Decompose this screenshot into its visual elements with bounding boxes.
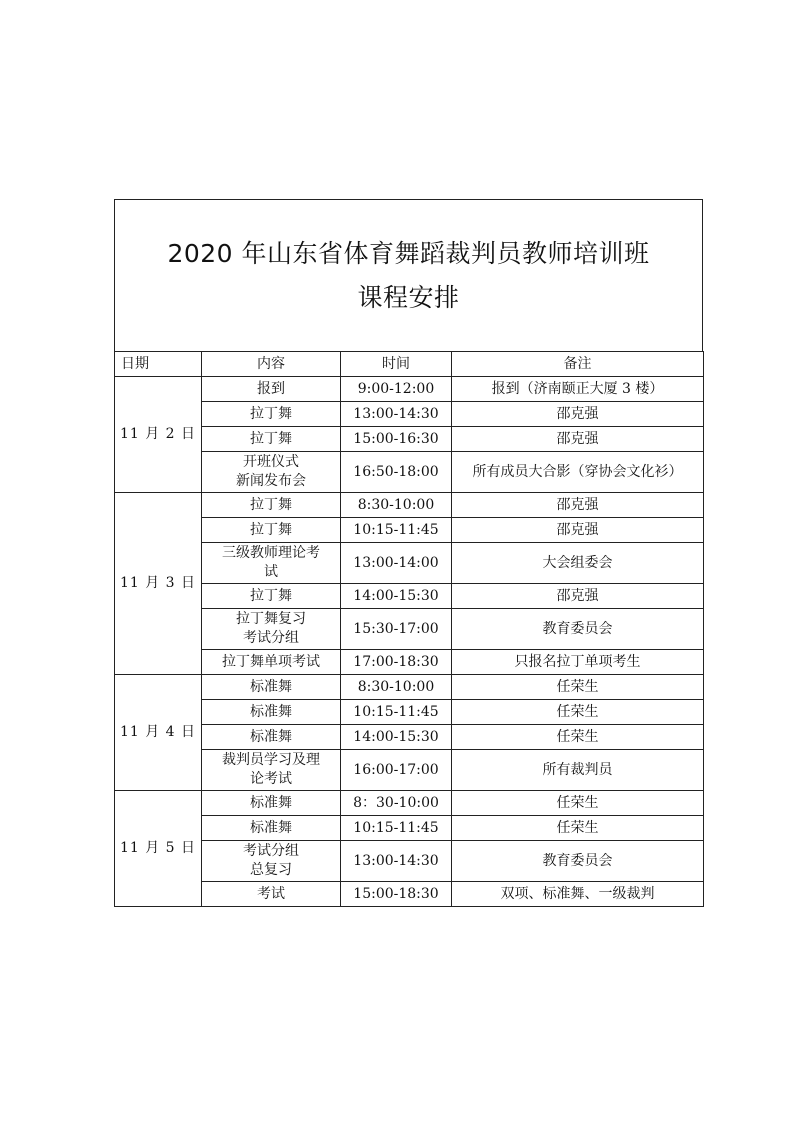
- table-row: [115, 493, 704, 518]
- note-cell: 报到（济南颐正大厦 3 楼）: [452, 377, 704, 402]
- note-cell: 任荣生: [452, 725, 704, 750]
- content-cell: [202, 518, 341, 543]
- header-time: 时间: [341, 352, 452, 377]
- time-cell: 16:50-18:00: [341, 452, 452, 493]
- time-cell: 14:00-15:30: [341, 584, 452, 609]
- content-line: 新闻发布会: [236, 473, 306, 489]
- content-cell: [202, 543, 341, 584]
- schedule-table: [114, 351, 704, 907]
- content-cell: [202, 493, 341, 518]
- table-row: [115, 543, 704, 584]
- time-cell: 8：30-10:00: [341, 791, 452, 816]
- note-cell: 教育委员会: [452, 609, 704, 650]
- table-row: [115, 816, 704, 841]
- content-line: 考试: [257, 885, 285, 902]
- table-row: [115, 675, 704, 700]
- content-cell: [202, 816, 341, 841]
- note-cell: 邵克强: [452, 427, 704, 452]
- table-row: [115, 791, 704, 816]
- content-cell: [202, 650, 341, 675]
- content-line: 标准舞: [250, 703, 292, 720]
- content-line: 论考试: [250, 771, 292, 787]
- content-line: 试: [264, 564, 278, 580]
- content-cell: [202, 377, 341, 402]
- content-line: 拉丁舞: [250, 587, 292, 604]
- time-cell: 8:30-10:00: [341, 493, 452, 518]
- content-cell: [202, 841, 341, 882]
- date-cell: 11 月 3 日: [115, 493, 202, 675]
- time-cell: 10:15-11:45: [341, 700, 452, 725]
- content-cell: [202, 584, 341, 609]
- table-row: [115, 452, 704, 493]
- note-cell: 任荣生: [452, 675, 704, 700]
- content-cell: [202, 452, 341, 493]
- table-row: [115, 427, 704, 452]
- table-row: [115, 650, 704, 675]
- note-cell: 大会组委会: [452, 543, 704, 584]
- content-cell: [202, 700, 341, 725]
- content-line: 拉丁舞单项考试: [222, 653, 320, 670]
- header-row: [115, 352, 704, 377]
- document-subtitle: 课程安排: [357, 282, 460, 312]
- content-line: 总复习: [250, 862, 292, 878]
- time-cell: 9:00-12:00: [341, 377, 452, 402]
- content-line: 标准舞: [250, 794, 292, 811]
- note-cell: 教育委员会: [452, 841, 704, 882]
- table-row: [115, 882, 704, 907]
- schedule-body: [115, 377, 704, 907]
- note-cell: 任荣生: [452, 816, 704, 841]
- content-cell: [202, 725, 341, 750]
- time-cell: 15:30-17:00: [341, 609, 452, 650]
- note-cell: 邵克强: [452, 493, 704, 518]
- table-row: [115, 584, 704, 609]
- table-row: [115, 377, 704, 402]
- header-content: 内容: [202, 352, 341, 377]
- time-cell: 13:00-14:30: [341, 841, 452, 882]
- content-line: 拉丁舞: [250, 405, 292, 422]
- note-cell: 邵克强: [452, 584, 704, 609]
- content-line: 标准舞: [250, 819, 292, 836]
- content-cell: [202, 750, 341, 791]
- content-line: 开班仪式: [243, 454, 299, 470]
- content-line: 拉丁舞: [250, 430, 292, 447]
- content-line: 拉丁舞: [250, 496, 292, 513]
- time-cell: 14:00-15:30: [341, 725, 452, 750]
- schedule-document: [114, 199, 703, 907]
- note-cell: 任荣生: [452, 700, 704, 725]
- content-cell: [202, 609, 341, 650]
- table-row: [115, 402, 704, 427]
- time-cell: 10:15-11:45: [341, 518, 452, 543]
- table-row: [115, 609, 704, 650]
- time-cell: 8:30-10:00: [341, 675, 452, 700]
- content-line: 裁判员学习及理: [222, 752, 320, 768]
- content-cell: [202, 427, 341, 452]
- time-cell: 13:00-14:00: [341, 543, 452, 584]
- title-box: [114, 199, 703, 351]
- content-line: 标准舞: [250, 728, 292, 745]
- table-row: [115, 750, 704, 791]
- document-title: 2020 年山东省体育舞蹈裁判员教师培训班: [167, 238, 650, 268]
- table-row: [115, 518, 704, 543]
- note-cell: 任荣生: [452, 791, 704, 816]
- content-line: 拉丁舞复习: [236, 611, 306, 627]
- date-cell: 11 月 4 日: [115, 675, 202, 791]
- time-cell: 13:00-14:30: [341, 402, 452, 427]
- time-cell: 17:00-18:30: [341, 650, 452, 675]
- header-note: 备注: [452, 352, 704, 377]
- note-cell: 只报名拉丁单项考生: [452, 650, 704, 675]
- content-cell: [202, 791, 341, 816]
- note-cell: 所有成员大合影（穿协会文化衫）: [452, 452, 704, 493]
- time-cell: 16:00-17:00: [341, 750, 452, 791]
- content-line: 拉丁舞: [250, 521, 292, 538]
- time-cell: 15:00-16:30: [341, 427, 452, 452]
- header-date: 日期: [115, 352, 202, 377]
- content-line: 报到: [257, 380, 285, 397]
- note-cell: 双项、标准舞、一级裁判: [452, 882, 704, 907]
- note-cell: 邵克强: [452, 518, 704, 543]
- table-row: [115, 700, 704, 725]
- content-cell: [202, 675, 341, 700]
- time-cell: 10:15-11:45: [341, 816, 452, 841]
- date-cell: 11 月 2 日: [115, 377, 202, 493]
- table-row: [115, 725, 704, 750]
- note-cell: 邵克强: [452, 402, 704, 427]
- content-line: 标准舞: [250, 678, 292, 695]
- date-cell: 11 月 5 日: [115, 791, 202, 907]
- content-cell: [202, 882, 341, 907]
- content-line: 考试分组: [243, 843, 299, 859]
- content-line: 考试分组: [243, 630, 299, 646]
- note-cell: 所有裁判员: [452, 750, 704, 791]
- content-line: 三级教师理论考: [222, 545, 320, 561]
- table-row: [115, 841, 704, 882]
- time-cell: 15:00-18:30: [341, 882, 452, 907]
- content-cell: [202, 402, 341, 427]
